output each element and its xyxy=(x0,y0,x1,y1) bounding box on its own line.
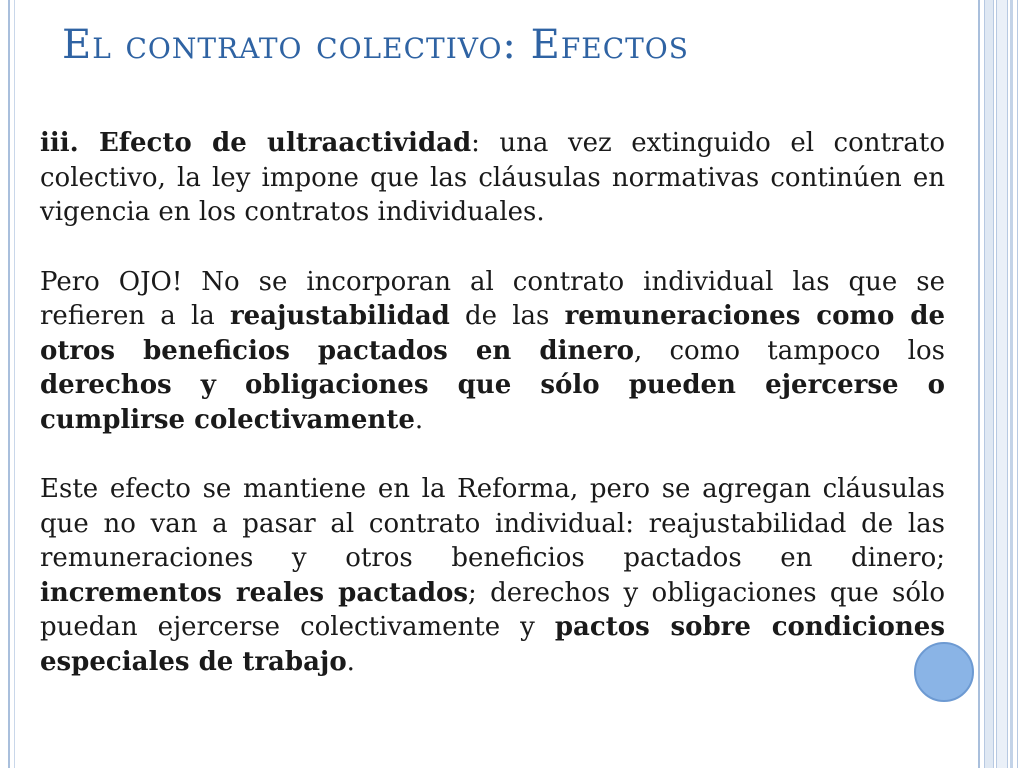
paragraph-ultraactividad xyxy=(40,126,945,230)
right-frame-band-wide xyxy=(996,0,1008,768)
text-run: : una vez extinguido el contrato colectivo, la ley impone que las cláusulas normativas continúen en vigencia en los contratos individuales. xyxy=(40,128,945,227)
right-frame-band xyxy=(984,0,994,768)
text-run: reajustabilidad xyxy=(229,301,450,331)
paragraph-pero-ojo xyxy=(40,265,945,438)
text-run: . xyxy=(414,404,424,435)
text-run: Este efecto se mantiene en la Reforma, pero se agregan cláusulas que no van a pasar al contrato individual: reajustabilidad de las remuneraciones y otros beneficios pactados en dinero; xyxy=(40,474,945,573)
left-frame-line xyxy=(8,0,10,768)
text-run: Pero OJO! No se incorporan al contrato individual las que se refieren a la xyxy=(40,266,945,331)
right-frame-line xyxy=(978,0,980,768)
decorative-circle xyxy=(914,642,974,702)
text-run: iii. Efecto de ultraactividad xyxy=(40,128,472,158)
text-run: derechos y obligaciones que sólo pueden ejercerse o cumplirse colectivamente xyxy=(40,370,945,435)
text-run: de las xyxy=(449,301,565,331)
text-run: , como tampoco los xyxy=(633,335,945,366)
right-frame-edge xyxy=(1017,0,1024,768)
paragraph-reforma xyxy=(40,472,945,679)
slide-body xyxy=(40,126,945,714)
right-frame-thin-line xyxy=(1010,0,1013,768)
text-run: pactos sobre condiciones especiales de trabajo xyxy=(40,612,945,677)
text-run: remuneraciones como de otros beneficios pactados en dinero xyxy=(40,301,945,366)
text-run: . xyxy=(346,646,355,677)
text-run: incrementos reales pactados xyxy=(40,577,469,608)
left-frame-inner-line xyxy=(14,0,15,768)
text-run: ; derechos y obligaciones que sólo puedan ejercerse colectivamente y xyxy=(40,577,945,642)
slide-title: El contrato colectivo: Efectos xyxy=(62,22,689,68)
